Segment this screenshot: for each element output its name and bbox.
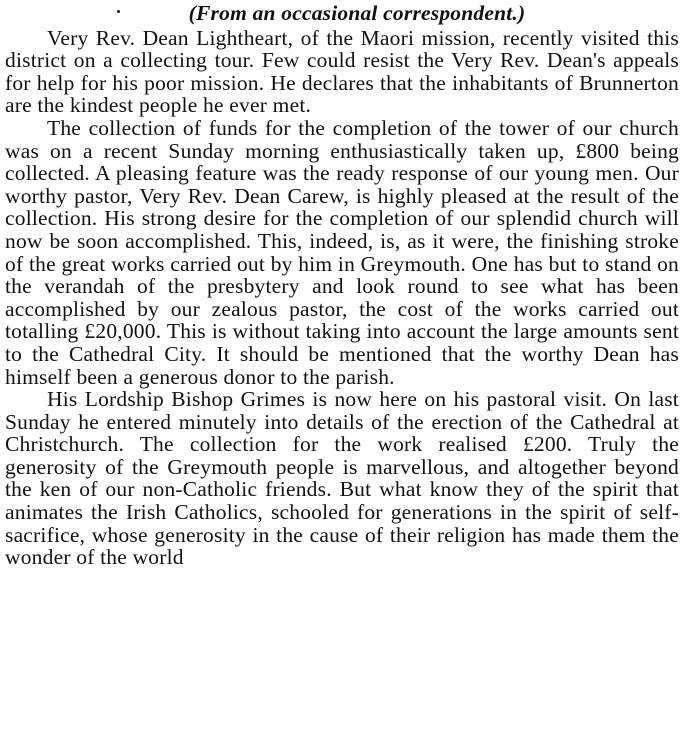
article-column bbox=[5, 0, 679, 569]
correspondent-header: (From an occasional correspondent.) bbox=[188, 1, 526, 25]
paragraph-lightheart-visit: Very Rev. Dean Lightheart, of the Maori mission, recently visited this district on a collecting tour. Few could resist the Very Rev. Dean's appeals for help for his poor mission. He declares that the inhabitants of Brunnerton are the kindest people he ever met. bbox=[5, 25, 679, 118]
paragraph-bishop-visit: His Lordship Bishop Grimes is now here on his pastoral visit. On last Sunday he entered minutely into details of the erection of the Cathedral at Christchurch. The collection for the work realised £200. Truly the generosity of the Greymouth people is marvellous, and altogether beyond the ken of our non-Catholic friends. But what know they of the spirit that animates the Irish Catholics, schooled for generations in the spirit of self-sacrifice, whose generosity in the cause of their religion has made them the wonder of the world bbox=[5, 387, 679, 570]
paragraph-tower-collection: The collection of funds for the completion of the tower of our church was on a recent Sunday morning enthusiastically taken up, £800 being collected. A pleasing feature was the ready response of our young men. Our worthy pastor, Very Rev. Dean Carew, is highly pleased at the result of the collection. His strong desire for the completion of our splendid church will now be soon accomplished. This, indeed, is, as it were, the finishing stroke of the great works carried out by him in Greymouth. One has but to stand on the verandah of the presbytery and look round to see what has been accomplished by our zealous pastor, the cost of the works carried out totalling £20,000. This is without taking into account the large amounts sent to the Cathedral City. It should be mentioned that the worthy Dean has himself been a generous donor to the parish. bbox=[5, 115, 679, 389]
stray-dot-mark bbox=[117, 10, 120, 13]
